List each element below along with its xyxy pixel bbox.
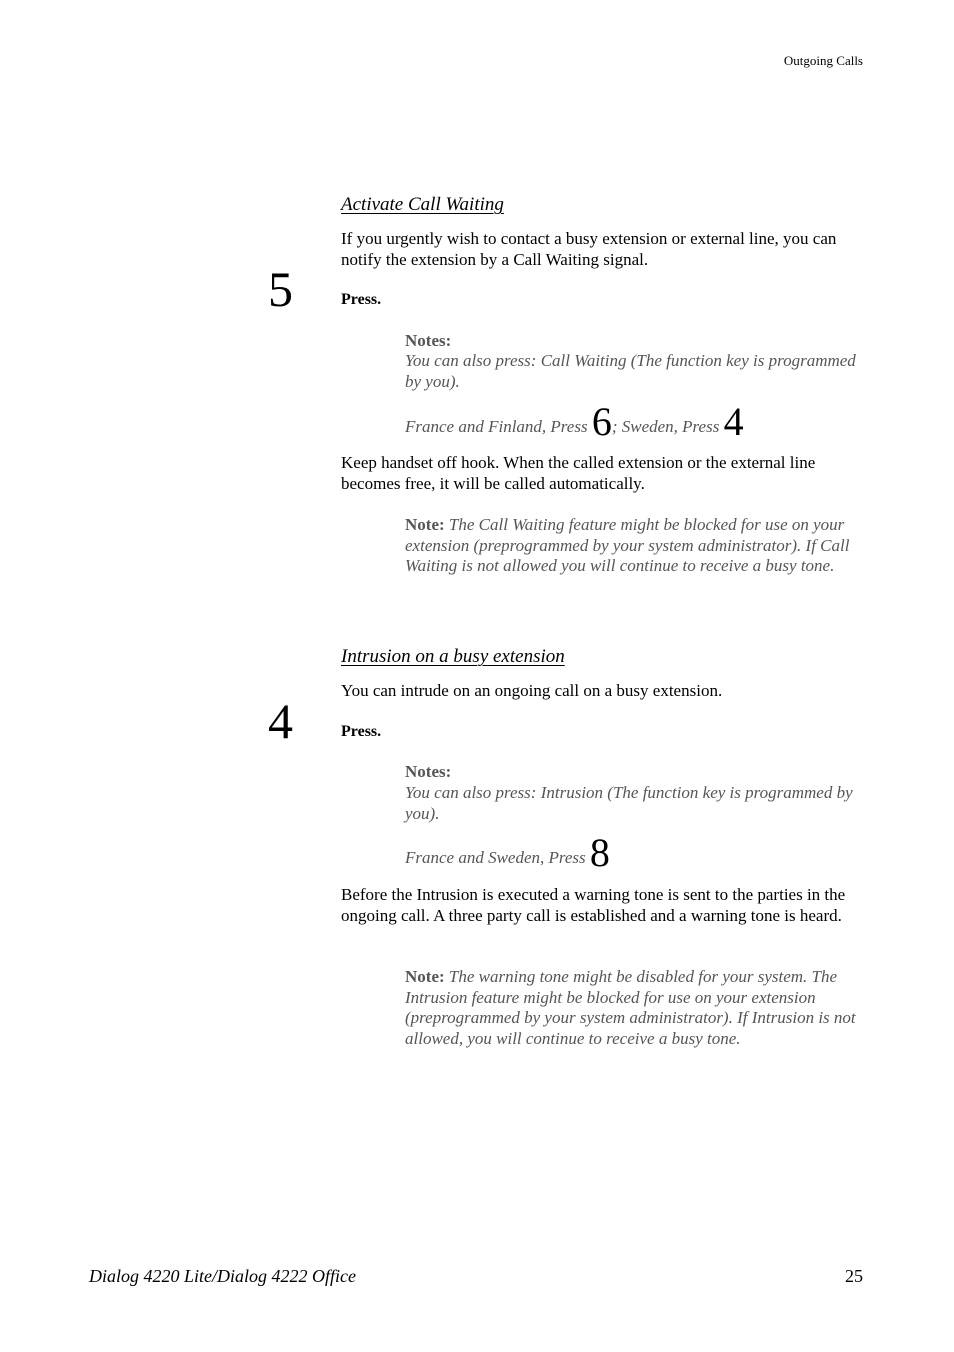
section-title-call-waiting: Activate Call Waiting: [341, 194, 504, 215]
page-number: 25: [845, 1266, 863, 1286]
note-text: The warning tone might be disabled for your system. The Intrusion feature might be blocked for use on your extension (preprogrammed by your system administrator). If Intrusion is not allowed, you will continue to receive a busy tone.: [405, 967, 856, 1048]
key-5-icon: 5: [268, 261, 293, 317]
press-instruction: Press.: [341, 291, 382, 308]
key-8-icon: 8: [589, 830, 610, 875]
intrusion-note: [405, 967, 867, 1049]
country-mid: ; Sweden, Press: [611, 417, 720, 436]
notes-text: You can also press: Call Waiting (The function key is programmed by you).: [405, 351, 856, 391]
intrusion-intro: You can intrude on an ongoing call on a busy extension.: [341, 681, 723, 700]
notes-text: You can also press: Intrusion (The function key is programmed by you).: [405, 783, 853, 823]
country-instruction: [405, 399, 867, 444]
call-waiting-followup: Keep handset off hook. When the called extension or the external line becomes free, it will be called automatically.: [341, 453, 816, 493]
call-waiting-intro: If you urgently wish to contact a busy extension or external line, you can notify the extension by a Call Waiting signal.: [341, 229, 837, 269]
country-prefix: France and Sweden, Press: [405, 848, 586, 867]
note-text: The Call Waiting feature might be blocked for use on your extension (preprogrammed by your system administrator). If Call Waiting is not allowed you will continue to receive a busy tone.: [405, 515, 850, 575]
note-label: Note:: [405, 967, 445, 986]
running-header: Outgoing Calls: [783, 53, 863, 68]
call-waiting-note: [405, 515, 867, 577]
key-6-icon: 6: [591, 399, 612, 444]
key-4-icon: 4: [723, 399, 744, 444]
section-title-intrusion: Intrusion on a busy extension: [341, 646, 565, 667]
country-prefix: France and Finland, Press: [405, 417, 588, 436]
country-instruction: [405, 830, 867, 875]
press-instruction: Press.: [341, 723, 382, 740]
notes-label: Notes:: [405, 762, 452, 781]
notes-label: Notes:: [405, 331, 452, 350]
note-label: Note:: [405, 515, 445, 534]
key-4-icon: 4: [268, 693, 293, 749]
footer-product-name: Dialog 4220 Lite/Dialog 4222 Office: [89, 1266, 356, 1286]
intrusion-followup: Before the Intrusion is executed a warning tone is sent to the parties in the ongoing call. A three party call is established and a warning tone is heard.: [341, 885, 846, 925]
